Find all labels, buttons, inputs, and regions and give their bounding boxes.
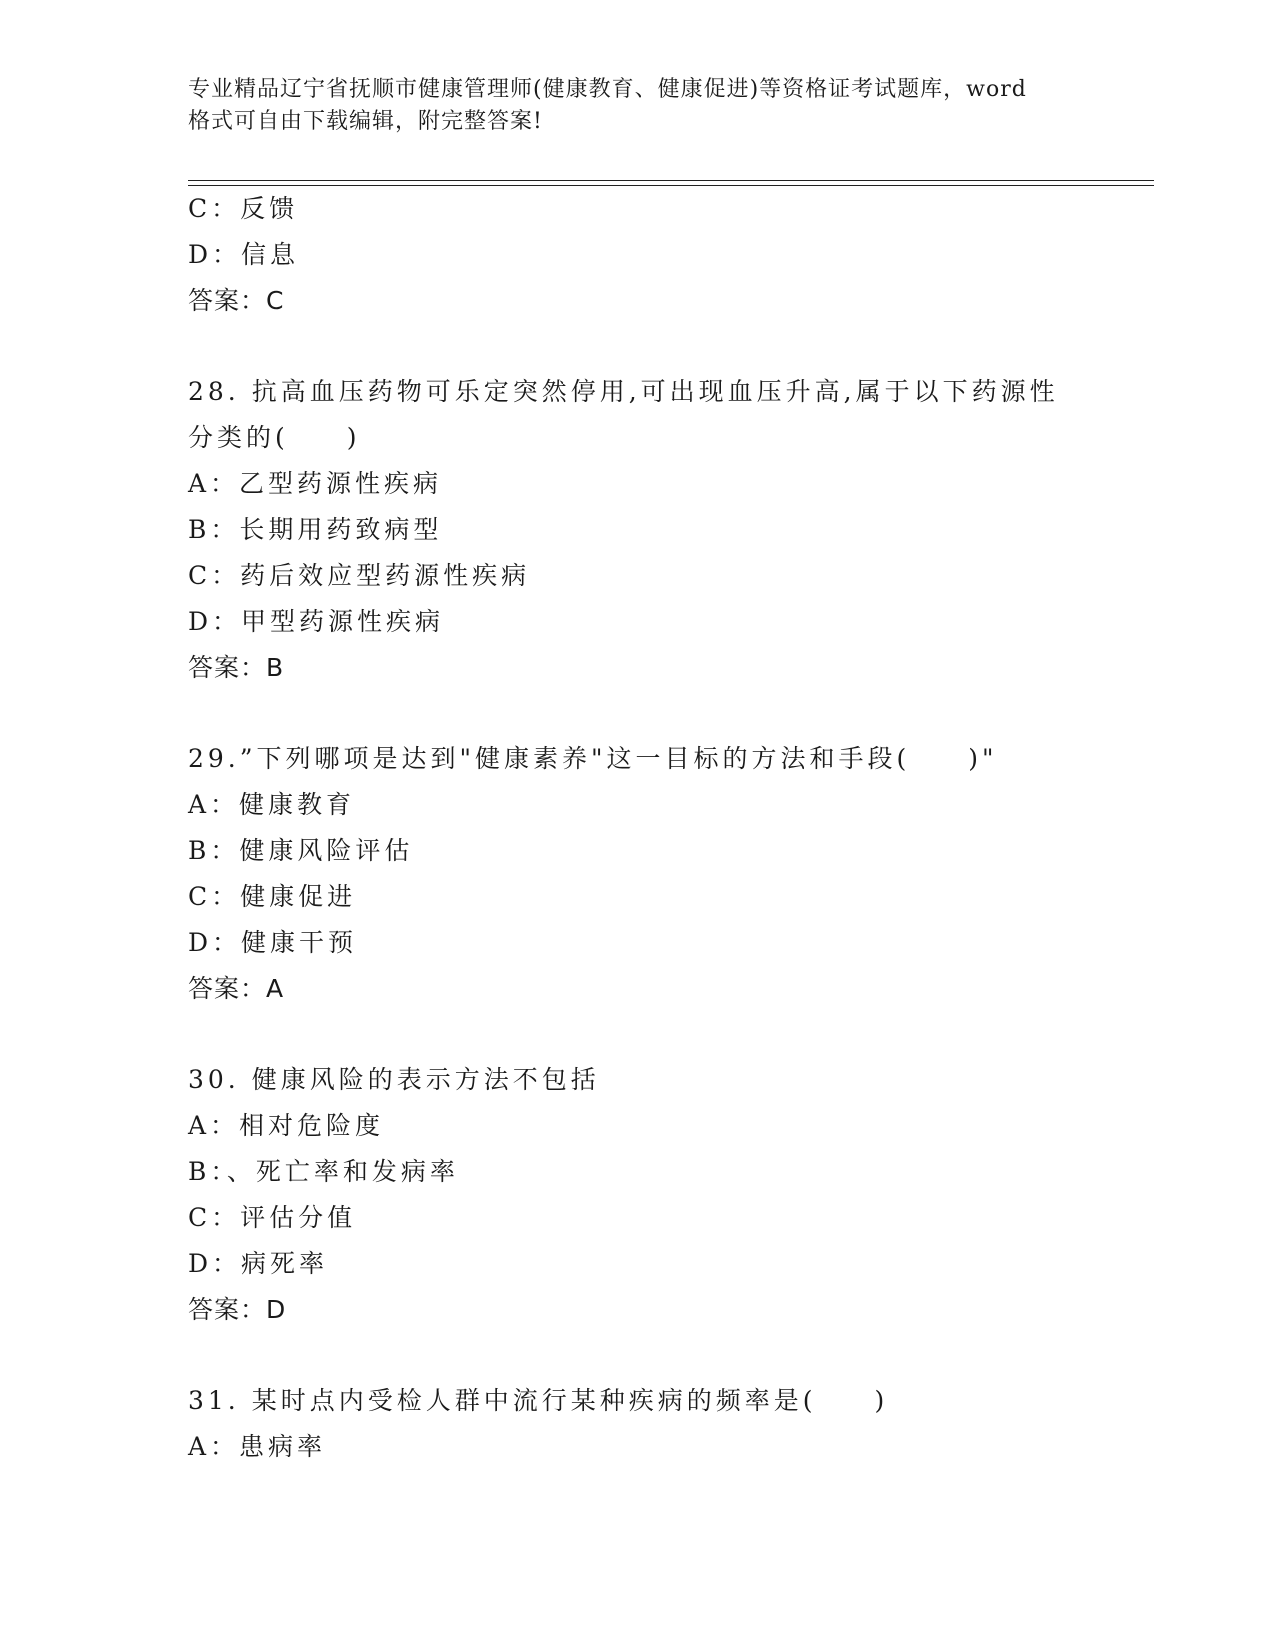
option-d: D：病死率	[188, 1249, 329, 1278]
option-a: A：乙型药源性疾病	[188, 469, 443, 498]
answer: 答案：B	[188, 653, 285, 682]
question-29	[188, 736, 1088, 1012]
question-28	[188, 369, 1088, 691]
header-divider-top	[188, 180, 1154, 181]
header-line-2: 格式可自由下载编辑，附完整答案!	[188, 109, 543, 134]
option-d: D：信息	[188, 240, 300, 269]
question-stem: 28. 抗高血压药物可乐定突然停用,可出现血压升高,属于以下药源性	[188, 377, 1059, 406]
answer: 答案：A	[188, 974, 285, 1003]
question-30	[188, 1057, 1088, 1333]
option-d: D：健康干预	[188, 928, 358, 957]
option-c: C：健康促进	[188, 882, 357, 911]
option-c: C：反馈	[188, 194, 299, 223]
question-stem: 29.”下列哪项是达到"健康素养"这一目标的方法和手段( )"	[188, 744, 998, 773]
option-d: D：甲型药源性疾病	[188, 607, 445, 636]
question-stem-continued: 分类的( )	[188, 423, 361, 452]
question-stem: 30. 健康风险的表示方法不包括	[188, 1065, 600, 1094]
question-list	[188, 186, 1088, 1470]
option-b: B：长期用药致病型	[188, 515, 443, 544]
option-c: C：评估分值	[188, 1203, 357, 1232]
answer: 答案：C	[188, 286, 285, 315]
question-stem: 31. 某时点内受检人群中流行某种疾病的频率是( )	[188, 1386, 889, 1415]
header-line-1: 专业精品辽宁省抚顺市健康管理师(健康教育、健康促进)等资格证考试题库，word	[188, 77, 1027, 102]
option-a: A：患病率	[188, 1432, 327, 1461]
page-header	[188, 74, 1088, 138]
option-c: C：药后效应型药源性疾病	[188, 561, 531, 590]
question-31	[188, 1378, 1088, 1470]
option-b: B：、死亡率和发病率	[188, 1157, 459, 1186]
option-a: A：相对危险度	[188, 1111, 385, 1140]
option-b: B：健康风险评估	[188, 836, 414, 865]
answer: 答案：D	[188, 1295, 287, 1324]
option-a: A：健康教育	[188, 790, 356, 819]
question-27-tail	[188, 186, 1088, 324]
